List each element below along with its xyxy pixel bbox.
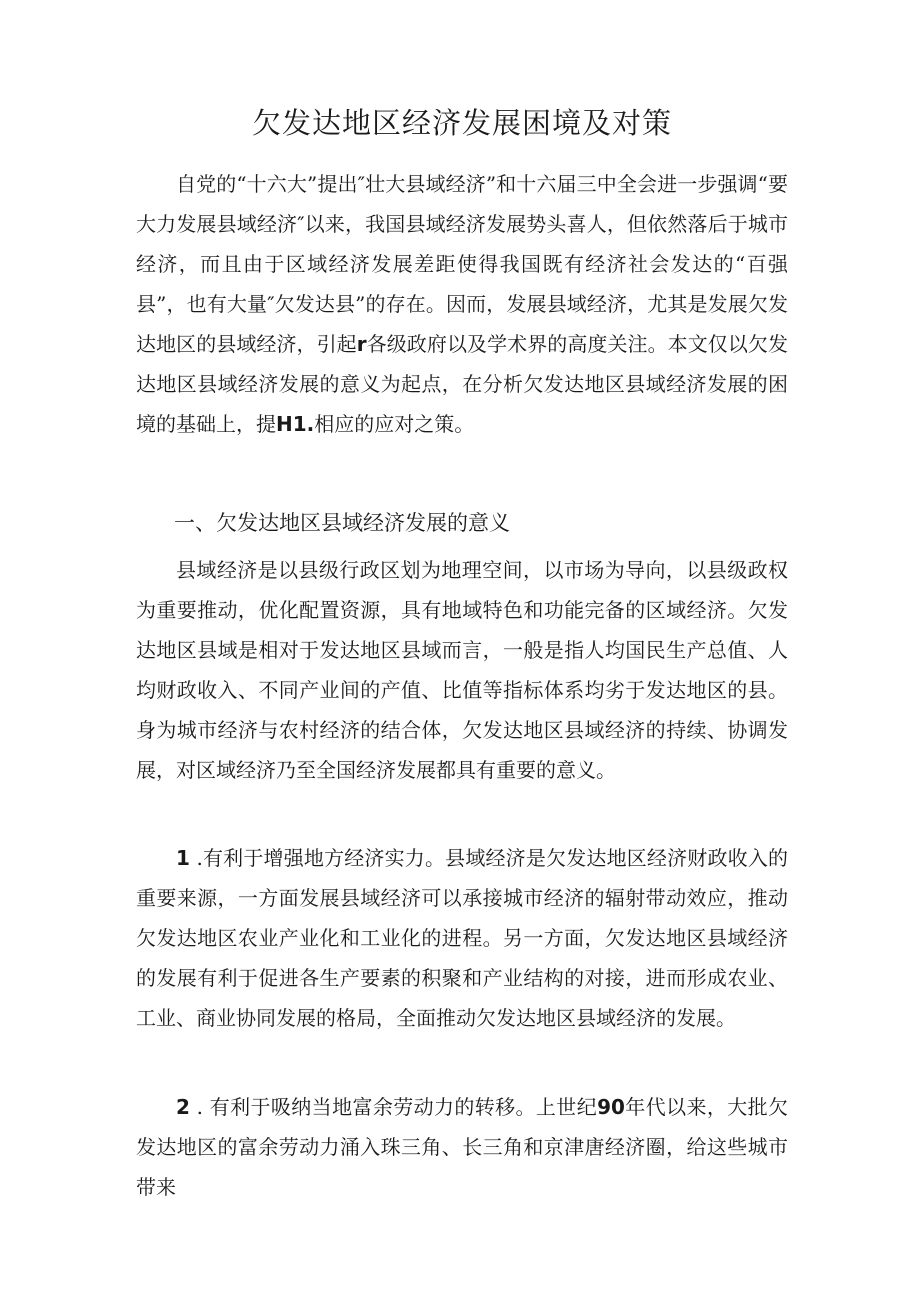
- list-item-1-text: .有利于增强地方经济实力。县域经济是欠发达地区经济财政收入的重要来源，一方面发展县域经济可以承接城市经济的辐射带动效应，推动欠发达地区农业产业化和工业化的进程。另一方面，欠发达地区县域经济的发展有利于促进各生产要素的积聚和产业结构的对接，进而形成农业、工业、商业协同发展的格局，全面推动欠发达地区县域经济的发展。: [136, 846, 788, 1030]
- intro-text-c: 相应的应对之策。: [314, 412, 475, 436]
- intro-mark-h1: H1.: [276, 412, 315, 436]
- intro-text-a: 自党的“十六大”提出″壮大县域经济”和十六届三中全会进一步强调“要大力发展县域经济″以来，我国县域经济发展势头喜人，但依然落后于城市经济，而且由于区域经济发展差距使得我国既有经济社会发达的“百强县”，也有大量″欠发达县”的存在。因而，发展县域经济，尤其是发展欠发达地区的县域经济，引起: [136, 172, 788, 356]
- document-title: 欠发达地区经济发展困境及对策: [251, 106, 672, 140]
- list-item-2-year: 90: [597, 1095, 625, 1119]
- list-item-1: [136, 838, 788, 1038]
- list-item-2-text-b: 年代以来，大批欠发达地区的富余劳动力涌入珠三角、长三角和京津唐经济圈，给这些城市带来: [136, 1095, 788, 1199]
- intro-text-b: 各级政府以及学术界的高度关注。本文仅以欠发达地区县域经济发展的意义为起点，在分析欠发达地区县域经济发展的困境的基础上，提: [136, 332, 789, 436]
- list-item-1-number: 1: [176, 846, 190, 870]
- section-1-paragraph: 县域经济是以县级行政区划为地理空间，以市场为导向，以县级政权为重要推动，优化配置资源，具有地域特色和功能完备的区域经济。欠发达地区县域是相对于发达地区县域而言，一般是指人均国民生产总值、人均财政收入、不同产业间的产值、比值等指标体系均劣于发达地区的县。身为城市经济与农村经济的结合体，欠发达地区县域经济的持续、协调发展，对区域经济乃至全国经济发展都具有重要的意义。: [136, 558, 788, 782]
- list-item-2: [136, 1087, 788, 1207]
- list-item-2-text-a: . 有利于吸纳当地富余劳动力的转移。上世纪: [189, 1095, 598, 1119]
- intro-paragraph: [136, 164, 788, 444]
- list-item-2-number: 2: [176, 1095, 190, 1119]
- intro-mark-r: r: [356, 332, 367, 356]
- section-1-heading: 一、欠发达地区县域经济发展的意义: [174, 511, 510, 535]
